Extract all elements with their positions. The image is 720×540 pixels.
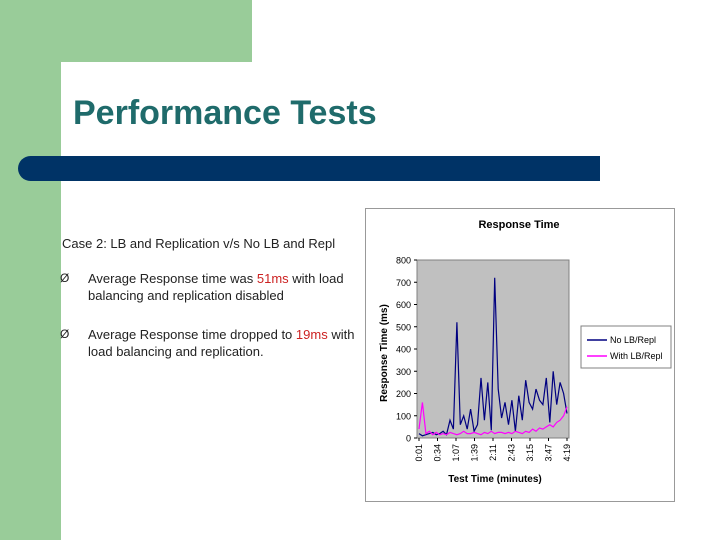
y-tick-label: 400 (395, 344, 411, 355)
x-tick-label: 2:43 (506, 444, 517, 462)
x-tick-label: 3:47 (543, 444, 554, 462)
y-tick-label: 0 (405, 433, 411, 444)
bullet-text: Average Response time dropped to 19ms with load balancing and replication. (88, 327, 355, 359)
x-tick-label: 0:01 (414, 444, 424, 462)
highlight-value: 51ms (256, 271, 289, 286)
y-tick-label: 100 (395, 411, 411, 422)
x-tick-label: 4:19 (562, 444, 572, 462)
x-axis-label: Test Time (minutes) (448, 474, 542, 485)
legend-label: No LB/Repl (610, 335, 657, 345)
chart-title: Response Time (478, 219, 560, 231)
y-tick-label: 800 (395, 255, 411, 266)
y-axis-label: Response Time (ms) (379, 304, 390, 402)
y-tick-label: 700 (395, 277, 411, 288)
bullet-arrow-icon: Ø (60, 327, 70, 341)
highlight-value: 19ms (295, 327, 328, 342)
x-tick-label: 1:07 (451, 444, 461, 462)
x-tick-label: 3:15 (525, 444, 535, 462)
bullet-item-2 (60, 326, 360, 362)
green-left-band (0, 0, 61, 540)
y-tick-label: 600 (395, 300, 411, 310)
x-tick-label: 1:39 (469, 444, 480, 462)
x-tick-label: 0:34 (432, 444, 443, 462)
chart-svg (365, 208, 675, 502)
title-underline-bar (18, 156, 600, 181)
case-description: Case 2: LB and Replication v/s No LB and Repl (62, 236, 336, 251)
response-time-chart (365, 208, 675, 502)
legend-label: With LB/Repl (610, 351, 663, 361)
x-tick-label: 2:11 (488, 444, 498, 461)
y-tick-label: 500 (395, 322, 411, 333)
legend-box (581, 326, 671, 368)
y-tick-label: 300 (395, 366, 411, 377)
y-tick-label: 200 (395, 389, 411, 399)
bullet-arrow-icon: Ø (60, 271, 70, 285)
slide-title: Performance Tests (73, 94, 377, 132)
bullet-item-1 (60, 270, 360, 306)
bullet-text: Average Response time was 51ms with load balancing and replication disabled (88, 271, 344, 303)
